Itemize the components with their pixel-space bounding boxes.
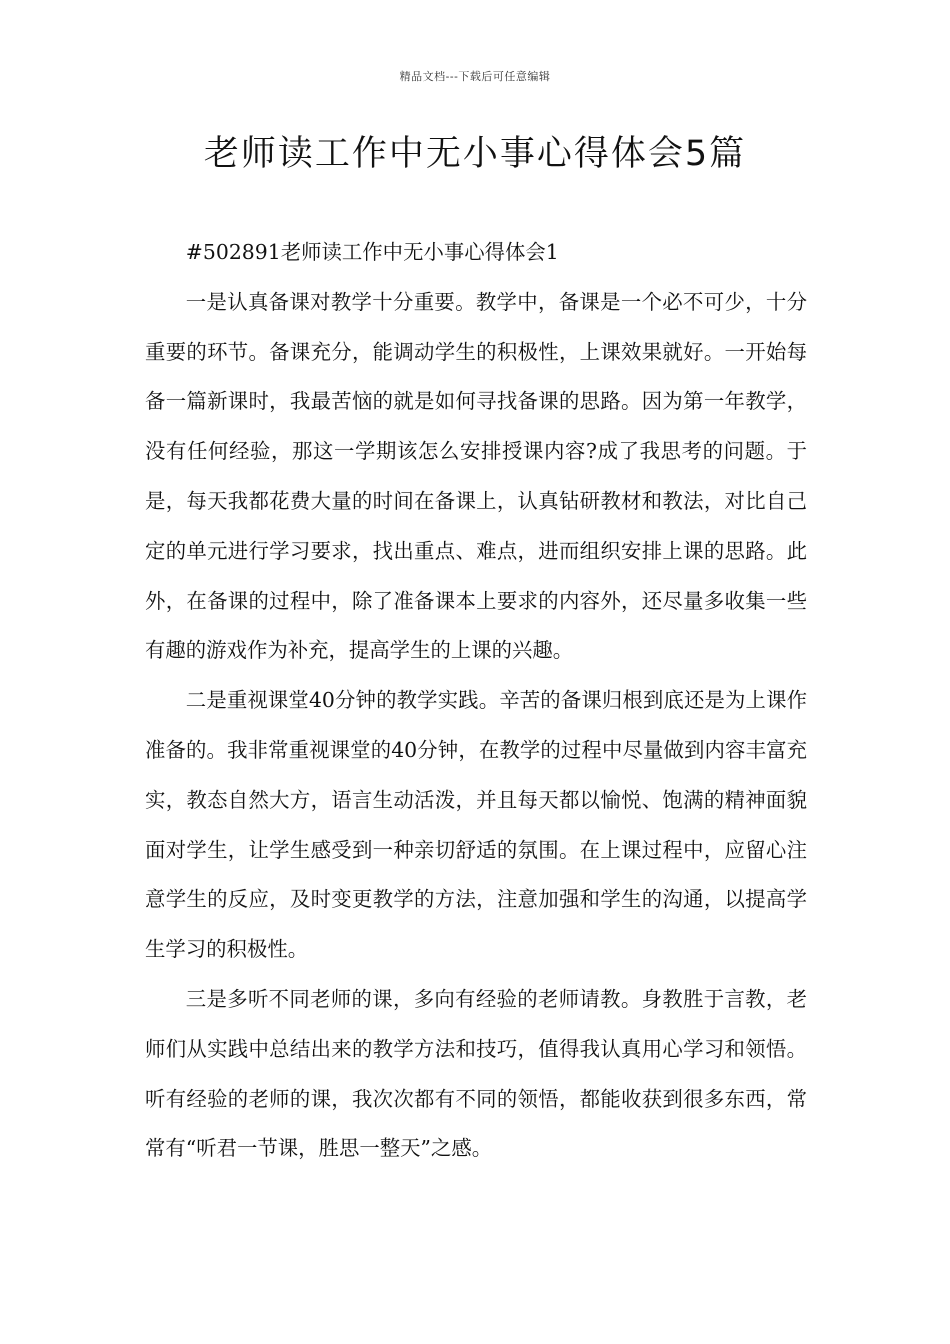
paragraph-1: 一是认真备课对教学十分重要。教学中，备课是一个必不可少，十分重要的环节。备课充分，能调动学生的积极性，上课效果就好。一开始每备一篇新课时，我最苦恼的就是如何寻找备课的思路。因为第一年教学，没有任何经验，那这一学期该怎么安排授课内容?成了我思考的问题。于是，每天我都花费大量的时间在备课上，认真钻研教材和教法，对比自己定的单元进行学习要求，找出重点、难点，进而组织安排上课的思路。此外，在备课的过程中，除了准备课本上要求的内容外，还尽量多收集一些有趣的游戏作为补充，提高学生的上课的兴趣。 — [145, 289, 807, 663]
page-header: 精品文档---下载后可任意编辑 — [399, 70, 551, 83]
document-title: 老师读工作中无小事心得体会5篇 — [203, 134, 747, 174]
section-heading: #502891老师读工作中无小事心得体会1 — [185, 240, 559, 264]
paragraph-2: 二是重视课堂40分钟的教学实践。辛苦的备课归根到底还是为上课作准备的。我非常重视课堂的40分钟，在教学的过程中尽量做到内容丰富充实，教态自然大方，语言生动活泼，并且每天都以愉悦、饱满的精神面貌面对学生，让学生感受到一种亲切舒适的氛围。在上课过程中，应留心注意学生的反应，及时变更教学的方法，注意加强和学生的沟通，以提高学生学习的积极性。 — [145, 688, 807, 962]
document-body — [145, 228, 807, 1174]
paragraph-3: 三是多听不同老师的课，多向有经验的老师请教。身教胜于言教，老师们从实践中总结出来的教学方法和技巧，值得我认真用心学习和领悟。听有经验的老师的课，我次次都有不同的领悟，都能收获到很多东西，常常有“听君一节课，胜思一整天”之感。 — [145, 986, 807, 1161]
